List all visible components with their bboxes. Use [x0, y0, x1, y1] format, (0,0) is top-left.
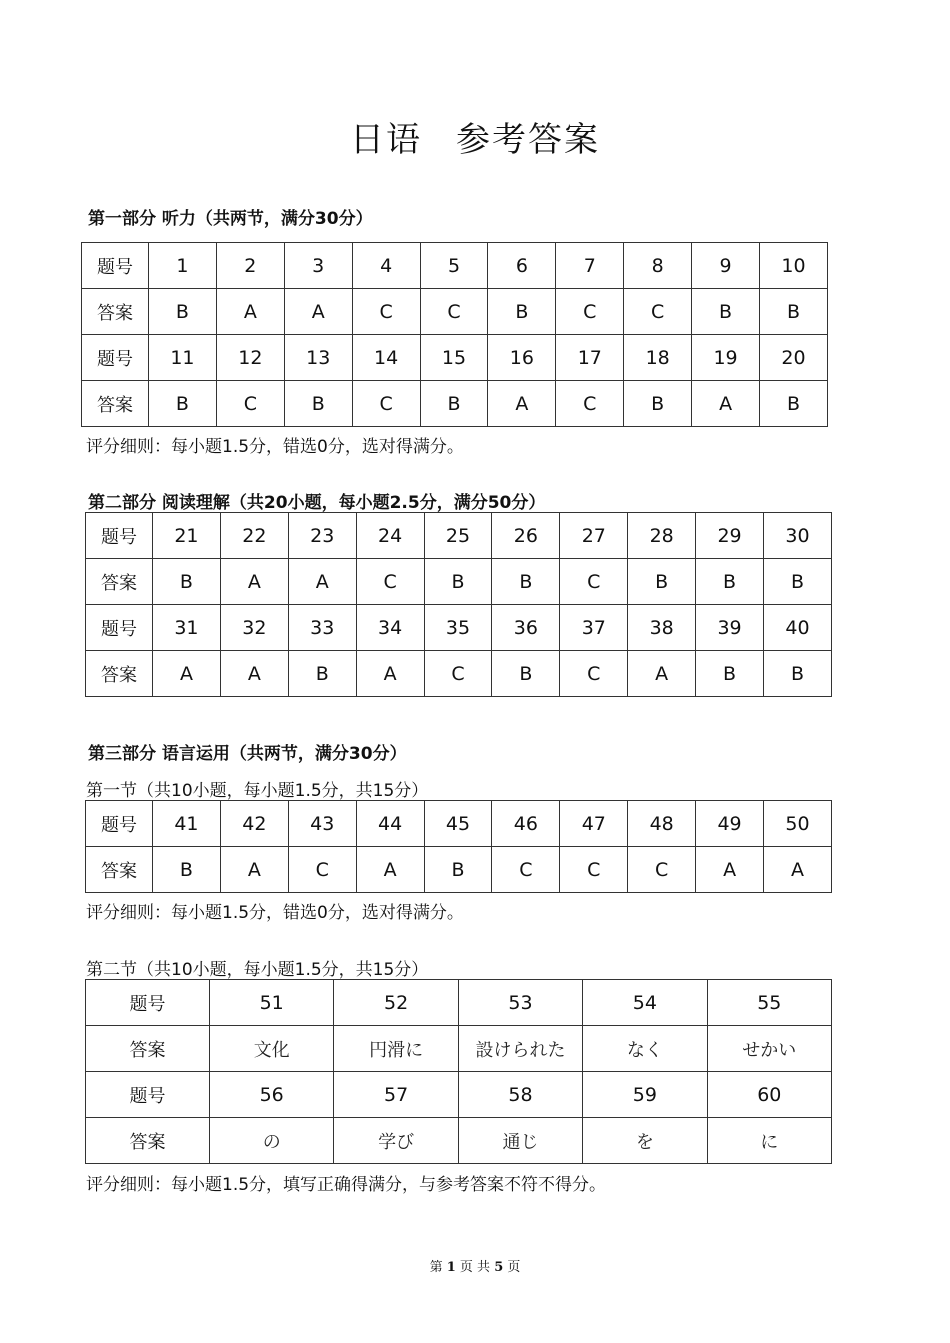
question-number-cell: 38	[628, 605, 696, 651]
answer-cell: A	[153, 651, 221, 697]
question-number-cell: 37	[560, 605, 628, 651]
question-number-cell: 17	[556, 335, 624, 381]
question-number-cell: 56	[210, 1072, 334, 1118]
answer-cell: C	[628, 847, 696, 893]
answer-cell: B	[628, 559, 696, 605]
number-row	[86, 980, 832, 1026]
answer-cell: C	[556, 381, 624, 427]
part2-heading: 第二部分 阅读理解（共20小题，每小题2.5分，满分50分）	[88, 493, 546, 513]
answer-cell: A	[628, 651, 696, 697]
answer-cell: B	[153, 847, 221, 893]
answer-cell: A	[288, 559, 356, 605]
answer-cell: C	[556, 289, 624, 335]
question-number-cell: 22	[220, 513, 288, 559]
question-number-cell: 43	[288, 801, 356, 847]
question-number-cell: 18	[624, 335, 692, 381]
question-number-cell: 3	[284, 243, 352, 289]
answer-cell: C	[424, 651, 492, 697]
part1-note: 评分细则：每小题1.5分，错选0分，选对得满分。	[86, 437, 464, 457]
part2-answer-table	[85, 512, 832, 697]
question-number-cell: 40	[764, 605, 832, 651]
question-number-cell: 8	[624, 243, 692, 289]
answer-cell: B	[692, 289, 760, 335]
part1-answer-table	[81, 242, 828, 427]
number-label-cell: 题号	[86, 513, 153, 559]
question-number-cell: 41	[153, 801, 221, 847]
answer-cell: C	[352, 289, 420, 335]
question-number-cell: 60	[707, 1072, 831, 1118]
number-label-cell: 题号	[86, 605, 153, 651]
answer-cell: 設けられた	[458, 1026, 582, 1072]
answer-cell: A	[488, 381, 556, 427]
number-label-cell: 题号	[86, 1072, 210, 1118]
answer-label-cell: 答案	[86, 1118, 210, 1164]
question-number-cell: 54	[583, 980, 707, 1026]
number-row	[82, 243, 828, 289]
part1-heading: 第一部分 听力（共两节，满分30分）	[88, 209, 373, 229]
footer-total-pages: 5	[494, 1260, 504, 1275]
question-number-cell: 12	[216, 335, 284, 381]
question-number-cell: 31	[153, 605, 221, 651]
answer-cell: A	[220, 559, 288, 605]
answer-cell: せかい	[707, 1026, 831, 1072]
answer-cell: B	[696, 559, 764, 605]
question-number-cell: 55	[707, 980, 831, 1026]
answer-cell: C	[624, 289, 692, 335]
number-label-cell: 题号	[86, 801, 153, 847]
answer-cell: A	[356, 651, 424, 697]
answer-label-cell: 答案	[86, 847, 153, 893]
question-number-cell: 21	[153, 513, 221, 559]
question-number-cell: 1	[149, 243, 217, 289]
number-row	[82, 335, 828, 381]
number-row	[86, 801, 832, 847]
answer-cell: B	[488, 289, 556, 335]
question-number-cell: 39	[696, 605, 764, 651]
question-number-cell: 20	[760, 335, 828, 381]
question-number-cell: 50	[764, 801, 832, 847]
answer-cell: C	[560, 651, 628, 697]
answer-cell: A	[220, 651, 288, 697]
answer-cell: C	[288, 847, 356, 893]
page-footer	[0, 1256, 950, 1275]
question-number-cell: 36	[492, 605, 560, 651]
answer-cell: C	[356, 559, 424, 605]
part3-section2-answer-table	[85, 979, 832, 1164]
question-number-cell: 24	[356, 513, 424, 559]
answer-cell: A	[284, 289, 352, 335]
part3-section1-note: 评分细则：每小题1.5分，错选0分，选对得满分。	[86, 903, 464, 923]
answer-cell: 学び	[334, 1118, 458, 1164]
question-number-cell: 15	[420, 335, 488, 381]
number-label-cell: 题号	[82, 335, 149, 381]
answer-cell: を	[583, 1118, 707, 1164]
number-row	[86, 513, 832, 559]
answer-label-cell: 答案	[86, 1026, 210, 1072]
question-number-cell: 44	[356, 801, 424, 847]
question-number-cell: 58	[458, 1072, 582, 1118]
answer-label-cell: 答案	[86, 651, 153, 697]
part3-section1-answer-table	[85, 800, 832, 893]
answer-cell: C	[352, 381, 420, 427]
question-number-cell: 14	[352, 335, 420, 381]
answer-row	[86, 1026, 832, 1072]
question-number-cell: 19	[692, 335, 760, 381]
answer-cell: A	[696, 847, 764, 893]
answer-row	[86, 1118, 832, 1164]
answer-cell: B	[153, 559, 221, 605]
answer-cell: 文化	[210, 1026, 334, 1072]
question-number-cell: 59	[583, 1072, 707, 1118]
answer-cell: A	[356, 847, 424, 893]
answer-row	[86, 651, 832, 697]
answer-cell: B	[284, 381, 352, 427]
title-subject: 日语	[350, 120, 422, 160]
question-number-cell: 48	[628, 801, 696, 847]
answer-row	[86, 847, 832, 893]
answer-cell: A	[764, 847, 832, 893]
question-number-cell: 2	[216, 243, 284, 289]
question-number-cell: 52	[334, 980, 458, 1026]
answer-label-cell: 答案	[82, 289, 149, 335]
answer-label-cell: 答案	[82, 381, 149, 427]
answer-cell: C	[216, 381, 284, 427]
answer-cell: B	[149, 289, 217, 335]
answer-cell: C	[560, 847, 628, 893]
question-number-cell: 47	[560, 801, 628, 847]
answer-cell: B	[764, 559, 832, 605]
number-label-cell: 题号	[82, 243, 149, 289]
answer-cell: B	[424, 847, 492, 893]
answer-cell: B	[760, 381, 828, 427]
answer-cell: B	[764, 651, 832, 697]
page-title	[0, 112, 950, 161]
answer-cell: B	[420, 381, 488, 427]
footer-page-number: 1	[446, 1260, 456, 1275]
answer-cell: B	[288, 651, 356, 697]
answer-cell: A	[692, 381, 760, 427]
answer-row	[82, 381, 828, 427]
answer-row	[86, 559, 832, 605]
question-number-cell: 13	[284, 335, 352, 381]
part3-heading: 第三部分 语言运用（共两节，满分30分）	[88, 744, 407, 764]
question-number-cell: 42	[220, 801, 288, 847]
question-number-cell: 27	[560, 513, 628, 559]
part3-section2-heading: 第二节（共10小题，每小题1.5分，共15分）	[86, 960, 429, 980]
part3-section2-note: 评分细则：每小题1.5分，填写正确得满分，与参考答案不符不得分。	[86, 1175, 607, 1195]
question-number-cell: 11	[149, 335, 217, 381]
question-number-cell: 4	[352, 243, 420, 289]
answer-cell: B	[624, 381, 692, 427]
question-number-cell: 23	[288, 513, 356, 559]
number-label-cell: 题号	[86, 980, 210, 1026]
question-number-cell: 35	[424, 605, 492, 651]
question-number-cell: 10	[760, 243, 828, 289]
footer-mid: 页 共	[459, 1260, 491, 1275]
question-number-cell: 5	[420, 243, 488, 289]
answer-cell: の	[210, 1118, 334, 1164]
question-number-cell: 49	[696, 801, 764, 847]
answer-cell: C	[492, 847, 560, 893]
number-row	[86, 605, 832, 651]
question-number-cell: 30	[764, 513, 832, 559]
question-number-cell: 26	[492, 513, 560, 559]
answer-label-cell: 答案	[86, 559, 153, 605]
question-number-cell: 33	[288, 605, 356, 651]
footer-prefix: 第	[429, 1260, 443, 1275]
answer-cell: B	[492, 651, 560, 697]
answer-cell: A	[220, 847, 288, 893]
question-number-cell: 45	[424, 801, 492, 847]
title-rest: 参考答案	[456, 120, 600, 160]
answer-cell: B	[492, 559, 560, 605]
answer-cell: に	[707, 1118, 831, 1164]
question-number-cell: 7	[556, 243, 624, 289]
answer-cell: A	[216, 289, 284, 335]
question-number-cell: 25	[424, 513, 492, 559]
question-number-cell: 16	[488, 335, 556, 381]
footer-suffix: 页	[507, 1260, 521, 1275]
answer-cell: B	[149, 381, 217, 427]
question-number-cell: 53	[458, 980, 582, 1026]
answer-cell: C	[560, 559, 628, 605]
answer-cell: なく	[583, 1026, 707, 1072]
number-row	[86, 1072, 832, 1118]
question-number-cell: 34	[356, 605, 424, 651]
answer-cell: B	[424, 559, 492, 605]
answer-cell: B	[696, 651, 764, 697]
answer-cell: C	[420, 289, 488, 335]
question-number-cell: 9	[692, 243, 760, 289]
answer-cell: 通じ	[458, 1118, 582, 1164]
question-number-cell: 29	[696, 513, 764, 559]
question-number-cell: 51	[210, 980, 334, 1026]
question-number-cell: 6	[488, 243, 556, 289]
question-number-cell: 32	[220, 605, 288, 651]
question-number-cell: 57	[334, 1072, 458, 1118]
answer-cell: B	[760, 289, 828, 335]
question-number-cell: 46	[492, 801, 560, 847]
answer-row	[82, 289, 828, 335]
answer-cell: 円滑に	[334, 1026, 458, 1072]
question-number-cell: 28	[628, 513, 696, 559]
part3-section1-heading: 第一节（共10小题，每小题1.5分，共15分）	[86, 781, 429, 801]
